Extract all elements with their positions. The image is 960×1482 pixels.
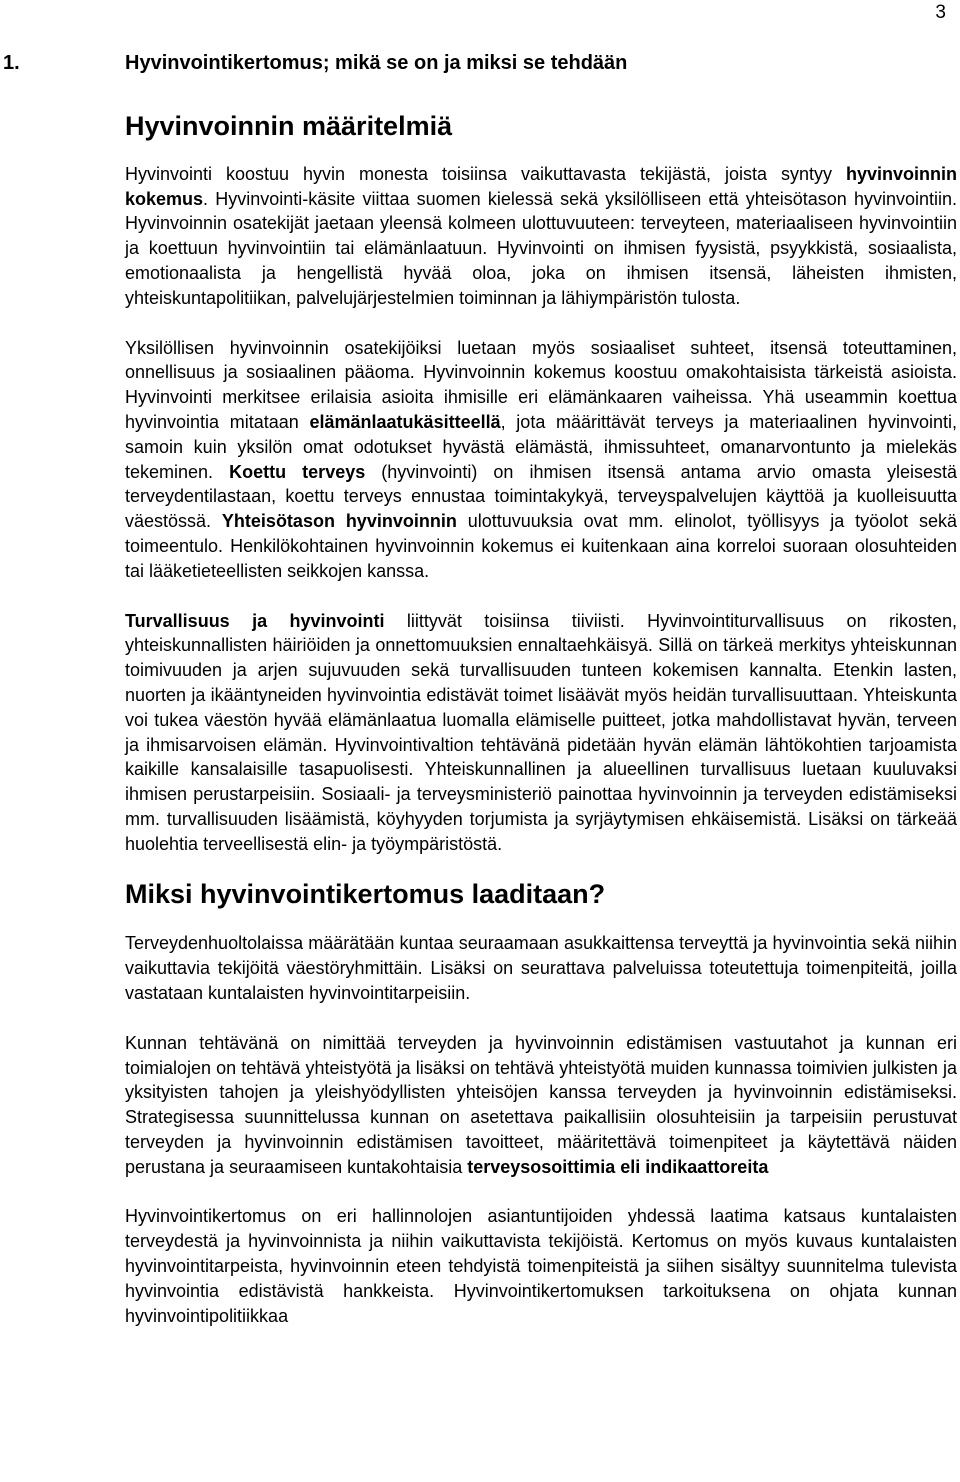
chapter-title: Hyvinvointikertomus; mikä se on ja miksi se tehdään: [125, 52, 628, 74]
chapter-number: 1.: [3, 52, 20, 74]
paragraph-municipal-duties: Kunnan tehtävänä on nimittää terveyden ja hyvinvoinnin edistämisen vastuutahot ja kunnan eri toimialojen on tehtävä yhteistyötä ja lisäksi on tehtävä yhteistyötä muiden kunnassa toimivien julkisten ja yksityisten tahojen ja yleishyödyllisten yhteisöjen kanssa terveyden ja hyvinvoinnin edistämiseksi. Strategisessa suunnittelussa kunnan on asetettava paikallisiin olosuhteisiin ja tarpeisiin perustuvat terveyden ja hyvinvoinnin edistämisen tavoitteet, määritettävä toimenpiteet ja käytettävä näiden perustana ja seuraamiseen kuntakohtaisia terveysosoittimia eli indikaattoreita: [125, 1032, 957, 1177]
paragraph-report-purpose: Hyvinvointikertomus on eri hallinnolojen asiantuntijoiden yhdessä laatima katsaus kuntalaisten terveydestä ja hyvinvoinnista ja niihin vaikuttavista tekijöistä. Kertomus on myös kuvaus kuntalaisten hyvinvointitarpeista, hyvinvoinnin eteen tehdyistä toimenpiteistä ja siihen sisältyy suunnitelma tulevista hyvinvointia edistävistä hankkeista. Hyvinvointikertomuksen tarkoituksena on ohjata kunnan hyvinvointipolitiikkaa: [125, 1206, 957, 1326]
paragraph-health-care-act: Terveydenhuoltolaissa määrätään kuntaa seuraamaan asukkaittensa terveyttä ja hyvinvointia sekä niihin vaikuttavia tekijöitä väestöryhmittäin. Lisäksi on seurattava palveluissa toteutettuja toimenpiteitä, joilla vastataan kuntalaisten hyvinvointitarpeisiin.: [125, 933, 957, 1003]
section-heading-why: Miksi hyvinvointikertomus laaditaan?: [125, 878, 606, 909]
paragraph-wellbeing-definition: Hyvinvointi koostuu hyvin monesta toisiinsa vaikuttavasta tekijästä, joista syntyy hyvinvoinnin kokemus. Hyvinvointi-käsite viittaa suomen kielessä sekä yksilölliseen että yhteisötason hyvinvointiin. Hyvinvoinnin osatekijät jaetaan yleensä kolmeen ulottuvuuteen: terveyteen, materiaaliseen hyvinvointiin ja koettuun hyvinvointiin tai elämänlaatuun. Hyvinvointi on ihmisen fyysistä, psyykkistä, sosiaalista, emotionaalista ja hengellistä hyvää oloa, joka on ihmisen itsensä, läheisten ihmisten, yhteiskuntapolitiikan, palvelujärjestelmien toiminnan ja lähiympäristön tulosta.: [125, 163, 957, 308]
page-number: 3: [935, 2, 946, 23]
paragraph-safety-wellbeing: Turvallisuus ja hyvinvointi liittyvät toisiinsa tiiviisti. Hyvinvointiturvallisuus on rikosten, yhteiskunnallisten häiriöiden ja onnettomuuksien ennaltaehkäisyä. Sillä on tärkeä merkitys yhteiskunnan toimivuuden ja arjen sujuvuuden sekä turvallisuuden tunteen kokemisen kannalta. Etenkin lasten, nuorten ja ikääntyneiden hyvinvointia edistävät toimet lisäävät myös heidän turvallisuuttaan. Yhteiskunta voi tukea väestön hyvää elämänlaatua luomalla elämiselle puitteet, jotka mahdollistavat hyvän, terveen ja ihmisarvoisen elämän. Hyvinvointivaltion tehtävänä pidetään hyvän elämän lähtökohtien tarjoamista kaikille kansalaisille tasapuolisesti. Yhteiskunnallinen ja alueellinen turvallisuus luetaan kuuluvaksi ihmisen perustarpeisiin. Sosiaali- ja terveysministeriö painottaa hyvinvoinnin ja terveyden edistämiseksi mm. turvallisuuden lisäämistä, köyhyyden torjumista ja syrjäytymisen ehkäisemistä. Lisäksi on tärkeää huolehtia terveellisestä elin- ja työympäristöstä.: [125, 610, 957, 854]
main-content: [125, 111, 958, 1328]
section-heading-definitions: Hyvinvoinnin määritelmiä: [125, 111, 453, 141]
chapter-heading: [3, 50, 940, 76]
paragraph-individual-wellbeing: Yksilöllisen hyvinvoinnin osatekijöiksi luetaan myös sosiaaliset suhteet, itsensä toteuttaminen, onnellisuus ja sosiaalinen pääoma. Hyvinvoinnin kokemus koostuu omakohtaisista tärkeistä asioista. Hyvinvointi merkitsee erilaisia asioita ihmisille eri elämänkaaren vaiheissa. Yhä useammin koettua hyvinvointia mitataan elämänlaatukäsitteellä, jota määrittävät terveys ja materiaalinen hyvinvointi, samoin kuin yksilön omat odotukset hyvästä elämästä, ihmissuhteet, omanarvontunto ja mielekäs tekeminen. Koettu terveys (hyvinvointi) on ihmisen itsensä antama arvio omasta yleisestä terveydentilastaan, koettu terveys ennustaa toimintakykyä, terveyspalvelujen käyttöä ja kuolleisuutta väestössä. Yhteisötason hyvinvoinnin ulottuvuuksia ovat mm. elinolot, työllisyys ja työolot sekä toimeentulo. Henkilökohtainen hyvinvoinnin kokemus ei kuitenkaan aina korreloi suoraan olosuhteiden tai lääketieteellisten seikkojen kanssa.: [125, 337, 958, 581]
